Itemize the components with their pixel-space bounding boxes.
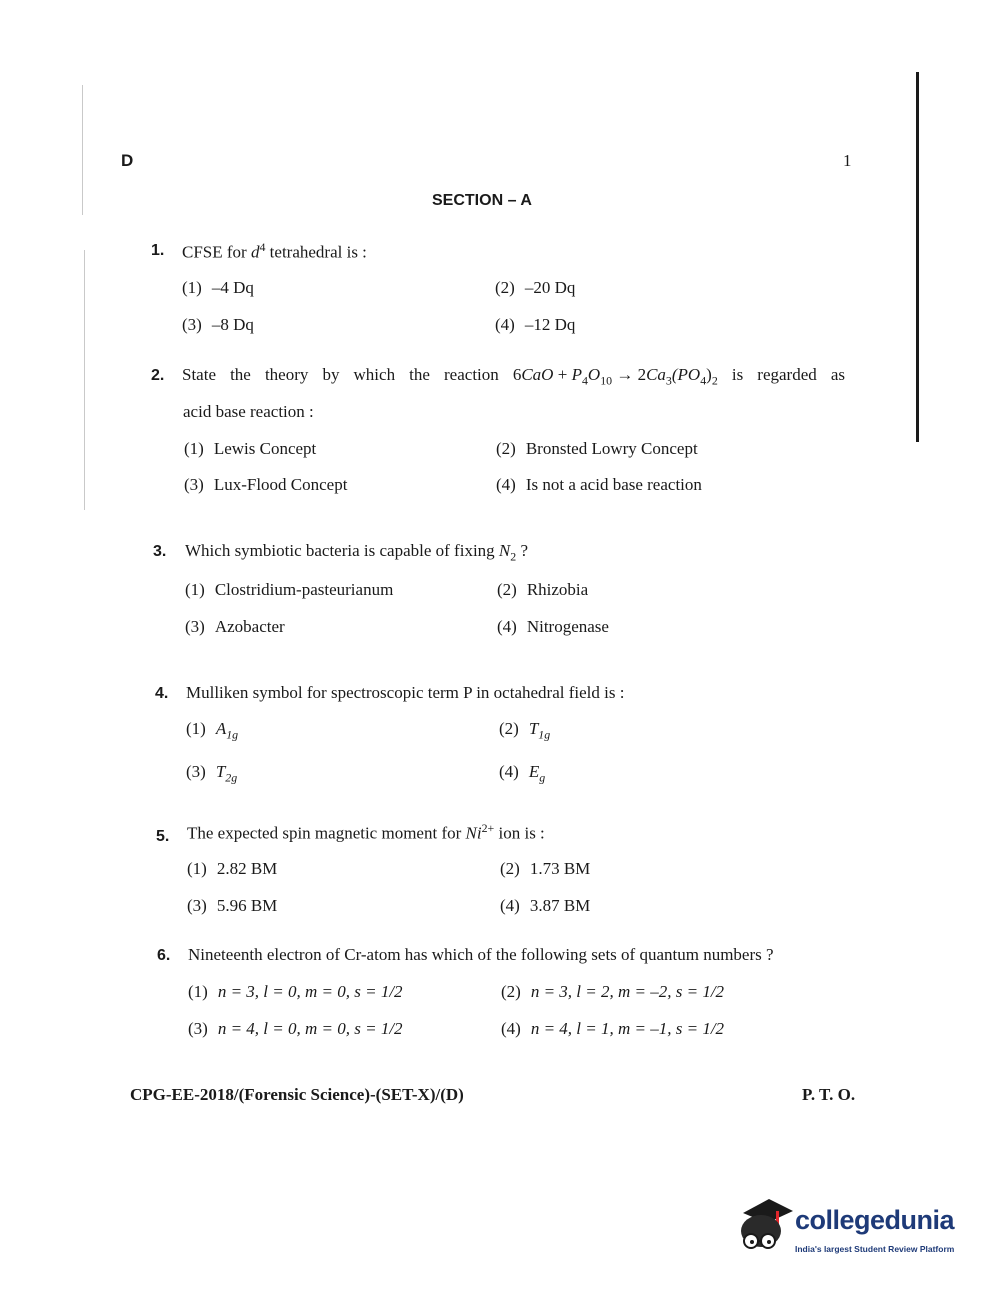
corner-letter: D [121, 151, 134, 170]
option[interactable]: (2) n = 3, l = 2, m = –2, s = 1/2 [501, 982, 725, 1001]
option[interactable]: (2) $T_{1g}$ [499, 719, 551, 742]
pto-label: P. T. O. [802, 1085, 856, 1104]
option[interactable]: (2) –20 Dq [495, 278, 576, 297]
question-number: 1. [151, 242, 165, 259]
collegedunia-logo [735, 1195, 965, 1265]
option[interactable]: (4) Nitrogenase [497, 617, 609, 636]
option[interactable]: (1) Lewis Concept [184, 439, 317, 458]
reaction-equation: $6CaO + P_4O_{10} \to 2Ca_3(PO_4)_2$ [512, 365, 718, 388]
question-text: Which symbiotic bacteria is capable of fixing $N_2$ ? [185, 541, 529, 564]
scan-edge-line [82, 85, 83, 215]
question-number: 6. [157, 947, 171, 964]
option[interactable]: (4) n = 4, l = 1, m = –1, s = 1/2 [501, 1019, 725, 1038]
question-number: 2. [151, 367, 165, 384]
question-text-line2: acid base reaction : [183, 402, 314, 421]
option[interactable]: (1) n = 3, l = 0, m = 0, s = 1/2 [188, 982, 403, 1001]
option[interactable]: (3) Azobacter [185, 617, 285, 636]
scan-edge-line [84, 250, 85, 510]
page-number: 1 [843, 151, 852, 170]
option[interactable]: (3) $T_{2g}$ [186, 762, 238, 785]
option[interactable]: (3) Lux-Flood Concept [184, 475, 348, 494]
paper-code: CPG-EE-2018/(Forensic Science)-(SET-X)/(D) [130, 1085, 464, 1104]
question-number: 3. [153, 543, 167, 560]
option[interactable]: (2) Bronsted Lowry Concept [496, 439, 698, 458]
section-title: SECTION – A [432, 192, 532, 209]
question-number: 4. [155, 685, 169, 702]
brand-tagline: India's largest Student Review Platform [795, 1244, 955, 1254]
question-text: State the theory by which the reaction $6CaO + P_4O_{10} \to 2Ca_3(PO_4)_2$ is regarded as [182, 365, 845, 388]
question-text: CFSE for $d^4$ tetrahedral is : [182, 240, 367, 262]
option[interactable]: (3) –8 Dq [182, 315, 254, 334]
option[interactable]: (3) 5.96 BM [187, 896, 278, 915]
option[interactable]: (1) $A_{1g}$ [186, 719, 239, 742]
option[interactable]: (2) 1.73 BM [500, 859, 591, 878]
option[interactable]: (3) n = 4, l = 0, m = 0, s = 1/2 [188, 1019, 403, 1038]
option[interactable]: (4) $E_g$ [499, 762, 546, 785]
scan-edge-line [916, 72, 919, 442]
option[interactable]: (1) Clostridium-pasteurianum [185, 580, 394, 599]
mascot-icon [735, 1195, 795, 1259]
option[interactable]: (1) 2.82 BM [187, 859, 278, 878]
question-text: Mulliken symbol for spectroscopic term P in octahedral field is : [186, 683, 625, 702]
option[interactable]: (4) 3.87 BM [500, 896, 591, 915]
option[interactable]: (1) –4 Dq [182, 278, 254, 297]
option[interactable]: (4) –12 Dq [495, 315, 576, 334]
option[interactable]: (2) Rhizobia [497, 580, 589, 599]
question-text: Nineteenth electron of Cr-atom has which of the following sets of quantum numbers ? [188, 945, 774, 964]
question-text: The expected spin magnetic moment for $Ni^{2+}$ ion is : [187, 821, 545, 843]
question-number: 5. [156, 828, 170, 845]
brand-name: collegedunia [795, 1205, 955, 1235]
option[interactable]: (4) Is not a acid base reaction [496, 475, 702, 494]
